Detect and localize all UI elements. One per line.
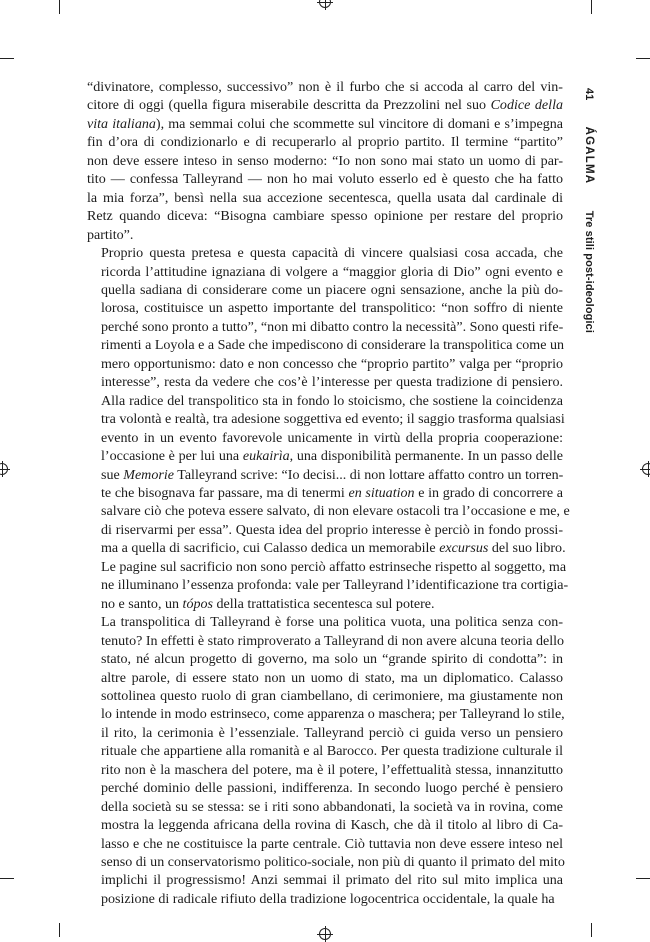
text-line: Le pagine sul sacrificio non sono perciò affatto estrinseche rispetto al soggetto, ma: [101, 558, 567, 575]
crop-mark-top-right-v: [591, 0, 592, 14]
registration-mark-top: [319, 0, 331, 8]
text-line: evento in un evento favorevole unicamente in virtù della propria cooperazione:: [101, 429, 563, 446]
text-line: ricorda l’attitudine ignaziana di volgere a “maggior gloria di Dio” ogni evento e: [101, 263, 563, 280]
crop-mark-top-left-v: [59, 0, 60, 14]
text-line: no e santo, un tópos della trattatistica secentesca sul potere.: [101, 595, 435, 612]
registration-mark-bottom: [319, 928, 331, 940]
text-line: perché dominio delle passioni, indifferenza. In secondo luogo perché è pensiero: [101, 780, 563, 797]
text-line: sottolinea questo ruolo di gran ciambellano, di cerimoniere, ma giustamente non: [101, 687, 563, 704]
text-line: stato, né alcun progetto di governo, ma solo un “grande spirito di condotta”: in: [101, 651, 563, 668]
crop-mark-bottom-left-v: [59, 923, 60, 937]
running-head: [578, 88, 600, 333]
text-line: rito non è la maschera del potere, ma è il potere, l’effettualità stessa, innanzitutto: [101, 761, 563, 778]
text-line: l’occasione è per lui una eukairìa, una disponibilità permanente. In un passo delle: [101, 448, 563, 465]
text-line: La transpolitica di Talleyrand è forse una politica vuota, una politica senza con-: [101, 614, 563, 631]
text-line: di riservarmi per essa”. Questa idea del proprio interesse è perciò in fondo prossi-: [101, 521, 563, 538]
text-line: della società su se stessa: se i riti sono abbandonati, la società va in rovina, come: [101, 798, 563, 815]
text-line: mostra la leggenda africana della rovina di Kasch, che dà il titolo al libro di Ca-: [101, 817, 563, 834]
crop-mark-top-right-h: [636, 58, 650, 59]
text-line: perché sono pronto a tutto”, “non mi dibatto contro la necessità”. Sono questi rife-: [101, 318, 564, 335]
text-line: Proprio questa pretesa e questa capacità di vincere qualsiasi cosa accada, che: [101, 245, 563, 262]
text-line: sue Memorie Talleyrand scrive: “Io decisi... di non lottare affatto contro un torren-: [101, 466, 564, 483]
text-line: lasso e che ne costituisce la parte centrale. Ciò tuttavia non deve essere inteso nel: [101, 835, 563, 852]
text-line: implichi il progressismo! Anzi semmai il primato del rito sul mito implica una: [101, 872, 563, 889]
paragraph: [87, 78, 563, 244]
journal-name: ÁGALMA: [583, 126, 595, 185]
article-body: [87, 78, 570, 908]
section-title: Tre stili post-ideologici: [583, 210, 595, 333]
text-line: Alla radice del transpolitico sta in fondo lo stoicismo, che sostiene la coincidenza: [101, 392, 563, 409]
text-line: posizione di radicale rifiuto della tradizione logocentrica occidentale, la quale ha: [101, 890, 555, 907]
text-line: ma a quella di sacrificio, cui Calasso dedica un memorabile excursus del suo libro.: [101, 540, 566, 557]
text-line: quella sadiana di considerare come un piacere ogni sensazione, anche la più do-: [101, 281, 563, 298]
text-line: ne illuminano l’essenza profonda: vale per Talleyrand l’identificazione tra cortigia-: [101, 577, 569, 594]
text-line: Retz quando diceva: “Bisogna cambiare spesso opinione per restare del proprio: [87, 208, 563, 225]
crop-mark-bottom-right-v: [591, 923, 592, 937]
crop-mark-bottom-left-h: [0, 878, 14, 879]
text-line: altre parole, di essere stato non un uomo di stato, ma un diplomatico. Calasso: [101, 669, 563, 686]
text-line: salvare ciò che poteva essere salvato, di non elevare ostacoli tra l’occasione e me, e: [101, 503, 570, 520]
text-line: partito”.: [87, 226, 134, 243]
text-line: la mia forza”, bensì nella sua accezione secentesca, quella usata dal cardinale di: [87, 189, 563, 206]
paragraph: [87, 613, 563, 908]
crop-mark-top-left-h: [0, 58, 14, 59]
text-line: tito — confessa Talleyrand — non ho mai voluto esserlo ed è questo che ha fatto: [87, 171, 563, 188]
text-line: rituale che appartiene alla romanità e al Barocco. Per questa tradizione culturale il: [101, 743, 563, 760]
text-line: citore di oggi (quella figura miserabile descritta da Prezzolini nel suo Codice della: [87, 97, 563, 114]
text-line: tenuto? In effetti è stato rimproverato a Talleyrand di non avere alcuna teoria dello: [101, 632, 565, 649]
text-line: fin d’ora di condizionarlo e di recuperarlo al proprio partito. Il termine “partito”: [87, 134, 563, 151]
registration-mark-right: [642, 463, 650, 475]
text-line: lo intende in modo estrinseco, come apparenza o maschera; per Talleyrand lo stile,: [101, 706, 565, 723]
text-line: senso di un conservatorismo politico-sociale, non più di quanto il primato del mito: [101, 854, 565, 871]
text-line: mero opportunismo: dato e non concesso che “proprio partito” valga per “proprio: [101, 355, 563, 372]
text-line: “divinatore, complesso, successivo” non è il furbo che si accoda al carro del vin-: [87, 79, 563, 95]
text-line: te che bisognava far passare, ma di tenermi en situation e in grado di concorrere a: [101, 484, 563, 501]
page-number: 41: [583, 88, 595, 101]
registration-mark-left: [0, 463, 8, 475]
text-line: tra volontà e realtà, tra adesione soggettiva ed evento; il saggio trasforma qualsiasi: [101, 411, 565, 428]
text-line: interesse”, resta da vedere che cos’è l’interesse per questa tradizione di pensiero.: [101, 374, 563, 391]
text-line: lorosa, costituisce un aspetto importante del transpolitico: “non soffro di niente: [101, 300, 563, 317]
text-line: vita italiana), ma semmai colui che scommette sul vincitore di domani e s’impegna: [87, 115, 563, 132]
text-line: non deve essere inteso in senso moderno: “Io non sono mai stato un uomo di par-: [87, 152, 563, 169]
text-line: rimenti a Loyola e a Sade che impediscono di considerare la transpolitica come un: [101, 337, 564, 354]
paragraph: [87, 244, 570, 613]
text-line: il rito, la cerimonia è l’essenziale. Talleyrand perciò ci guida verso un pensiero: [101, 724, 563, 741]
crop-mark-bottom-right-h: [636, 878, 650, 879]
